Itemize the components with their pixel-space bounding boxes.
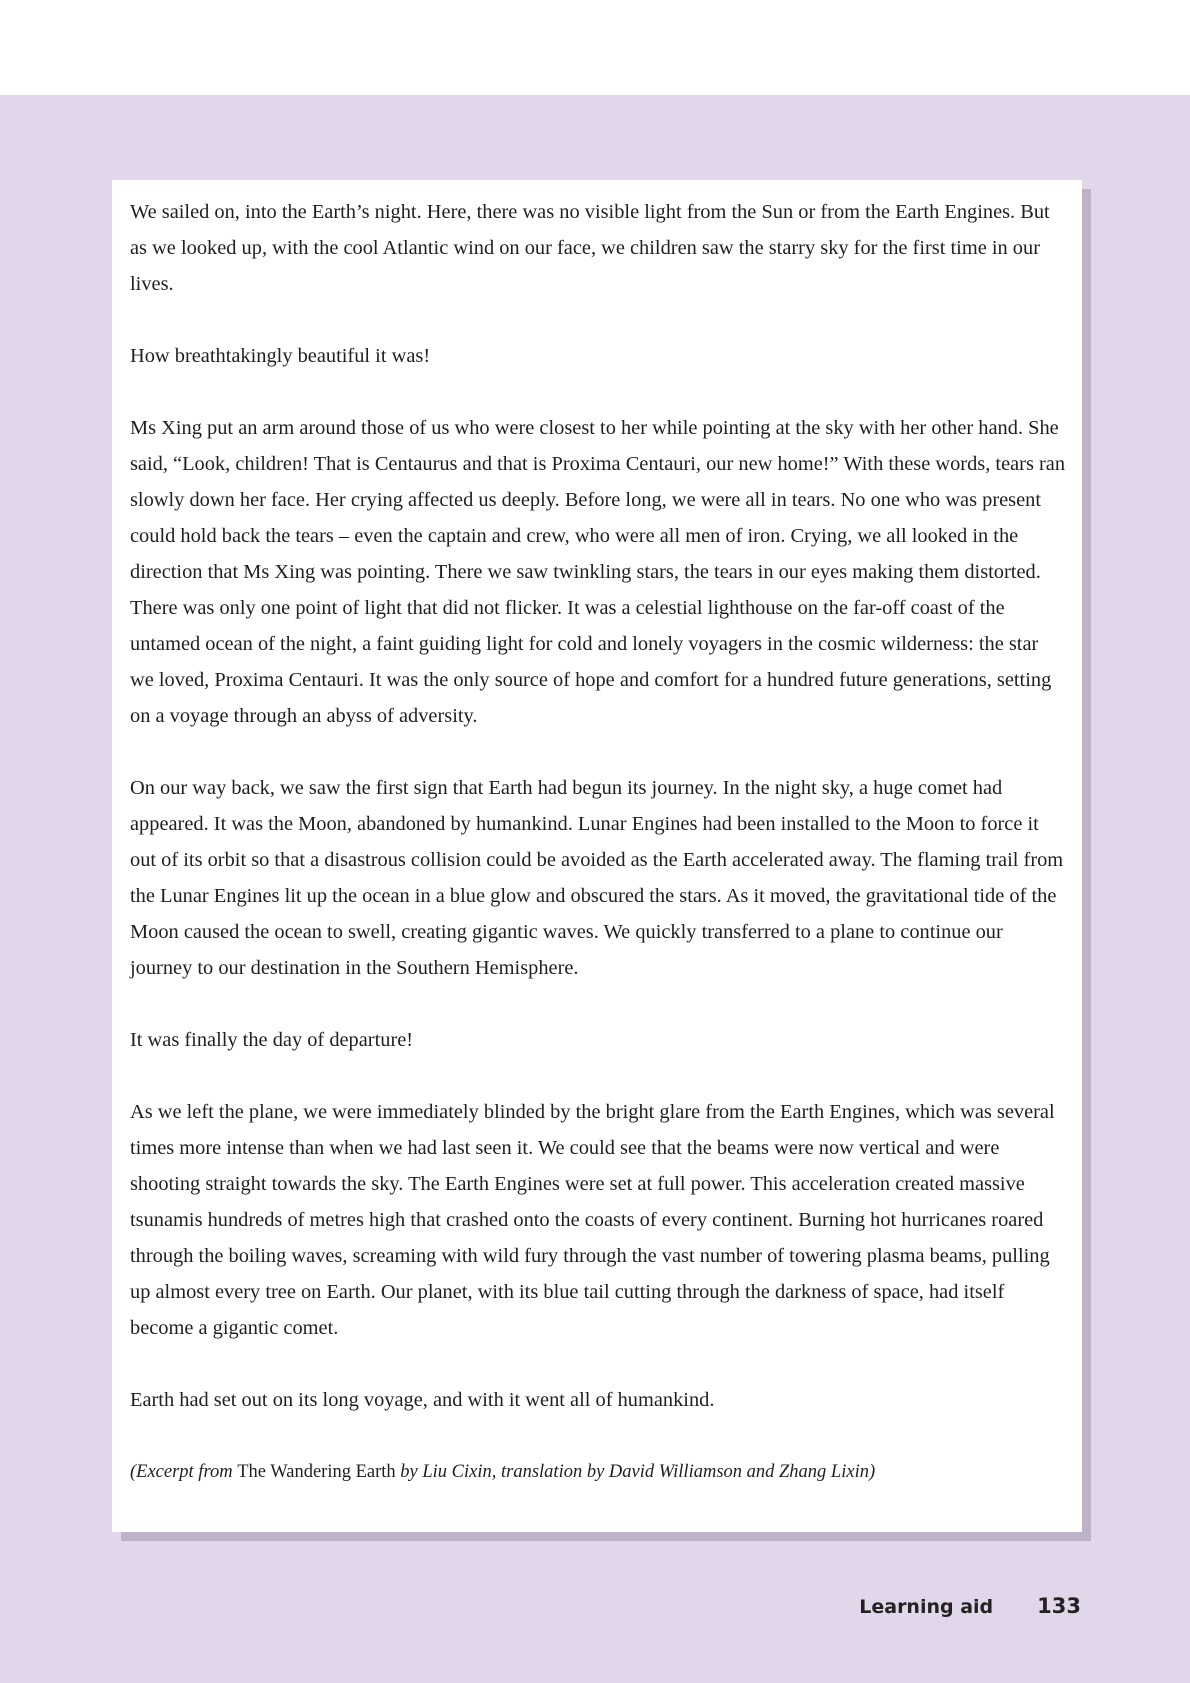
passage-text-box bbox=[112, 180, 1082, 1532]
paragraph-2: How breathtakingly beautiful it was! bbox=[130, 345, 431, 367]
citation-suffix: by Liu Cixin, translation by David Williamson and Zhang Lixin) bbox=[395, 1462, 876, 1482]
paragraph-6: As we left the plane, we were immediately blinded by the bright glare from the Earth Engines, which was several times more intense than when we had last seen it. We could see that the beams were now vertical and were shooting straight towards the sky. The Earth Engines were set at full power. This acceleration created massive tsunamis hundreds of metres high that crashed onto the coasts of every continent. Burning hot hurricanes roared through the boiling waves, screaming with wild fury through the vast number of towering plasma beams, pulling up almost every tree on Earth. Our planet, with its blue tail cutting through the darkness of space, had itself become a gigantic comet. bbox=[130, 1101, 1055, 1339]
section-label: Learning aid bbox=[859, 1596, 994, 1618]
paragraph-4: On our way back, we saw the first sign that Earth had begun its journey. In the night sky, a huge comet had appeared. It was the Moon, abandoned by humankind. Lunar Engines had been installed to the Moon to force it out of its orbit so that a disastrous collision could be avoided as the Earth accelerated away. The flaming trail from the Lunar Engines lit up the ocean in a blue glow and obscured the stars. As it moved, the gravitational tide of the Moon caused the ocean to swell, creating gigantic waves. We quickly transferred to a plane to continue our journey to our destination in the Southern Hemisphere. bbox=[130, 777, 1064, 979]
source-citation bbox=[130, 1454, 1066, 1490]
paragraph-5: It was finally the day of departure! bbox=[130, 1029, 414, 1051]
paragraph-3: Ms Xing put an arm around those of us who were closest to her while pointing at the sky with her other hand. She said, “Look, children! That is Centaurus and that is Proxima Centauri, our new home!” With these words, tears ran slowly down her face. Her crying affected us deeply. Before long, we were all in tears. No one who was present could hold back the tears – even the captain and crew, who were all men of iron. Crying, we all looked in the direction that Ms Xing was pointing. There we saw twinkling stars, the tears in our eyes making them distorted. There was only one point of light that did not flicker. It was a celestial lighthouse on the far-off coast of the untamed ocean of the night, a faint guiding light for cold and lonely voyagers in the cosmic wilderness: the star we loved, Proxima Centauri. It was the only source of hope and comfort for a hundred future generations, setting on a voyage through an abyss of adversity. bbox=[130, 417, 1066, 727]
page-footer bbox=[859, 1594, 1081, 1618]
page-number: 133 bbox=[1037, 1594, 1081, 1618]
paragraph-7: Earth had set out on its long voyage, and with it went all of humankind. bbox=[130, 1389, 715, 1411]
citation-book-title: The Wandering Earth bbox=[237, 1462, 396, 1482]
citation-prefix: (Excerpt from bbox=[130, 1462, 238, 1482]
paragraph-1: We sailed on, into the Earth’s night. Here, there was no visible light from the Sun or from the Earth Engines. But as we looked up, with the cool Atlantic wind on our face, we children saw the starry sky for the first time in our lives. bbox=[130, 201, 1050, 295]
